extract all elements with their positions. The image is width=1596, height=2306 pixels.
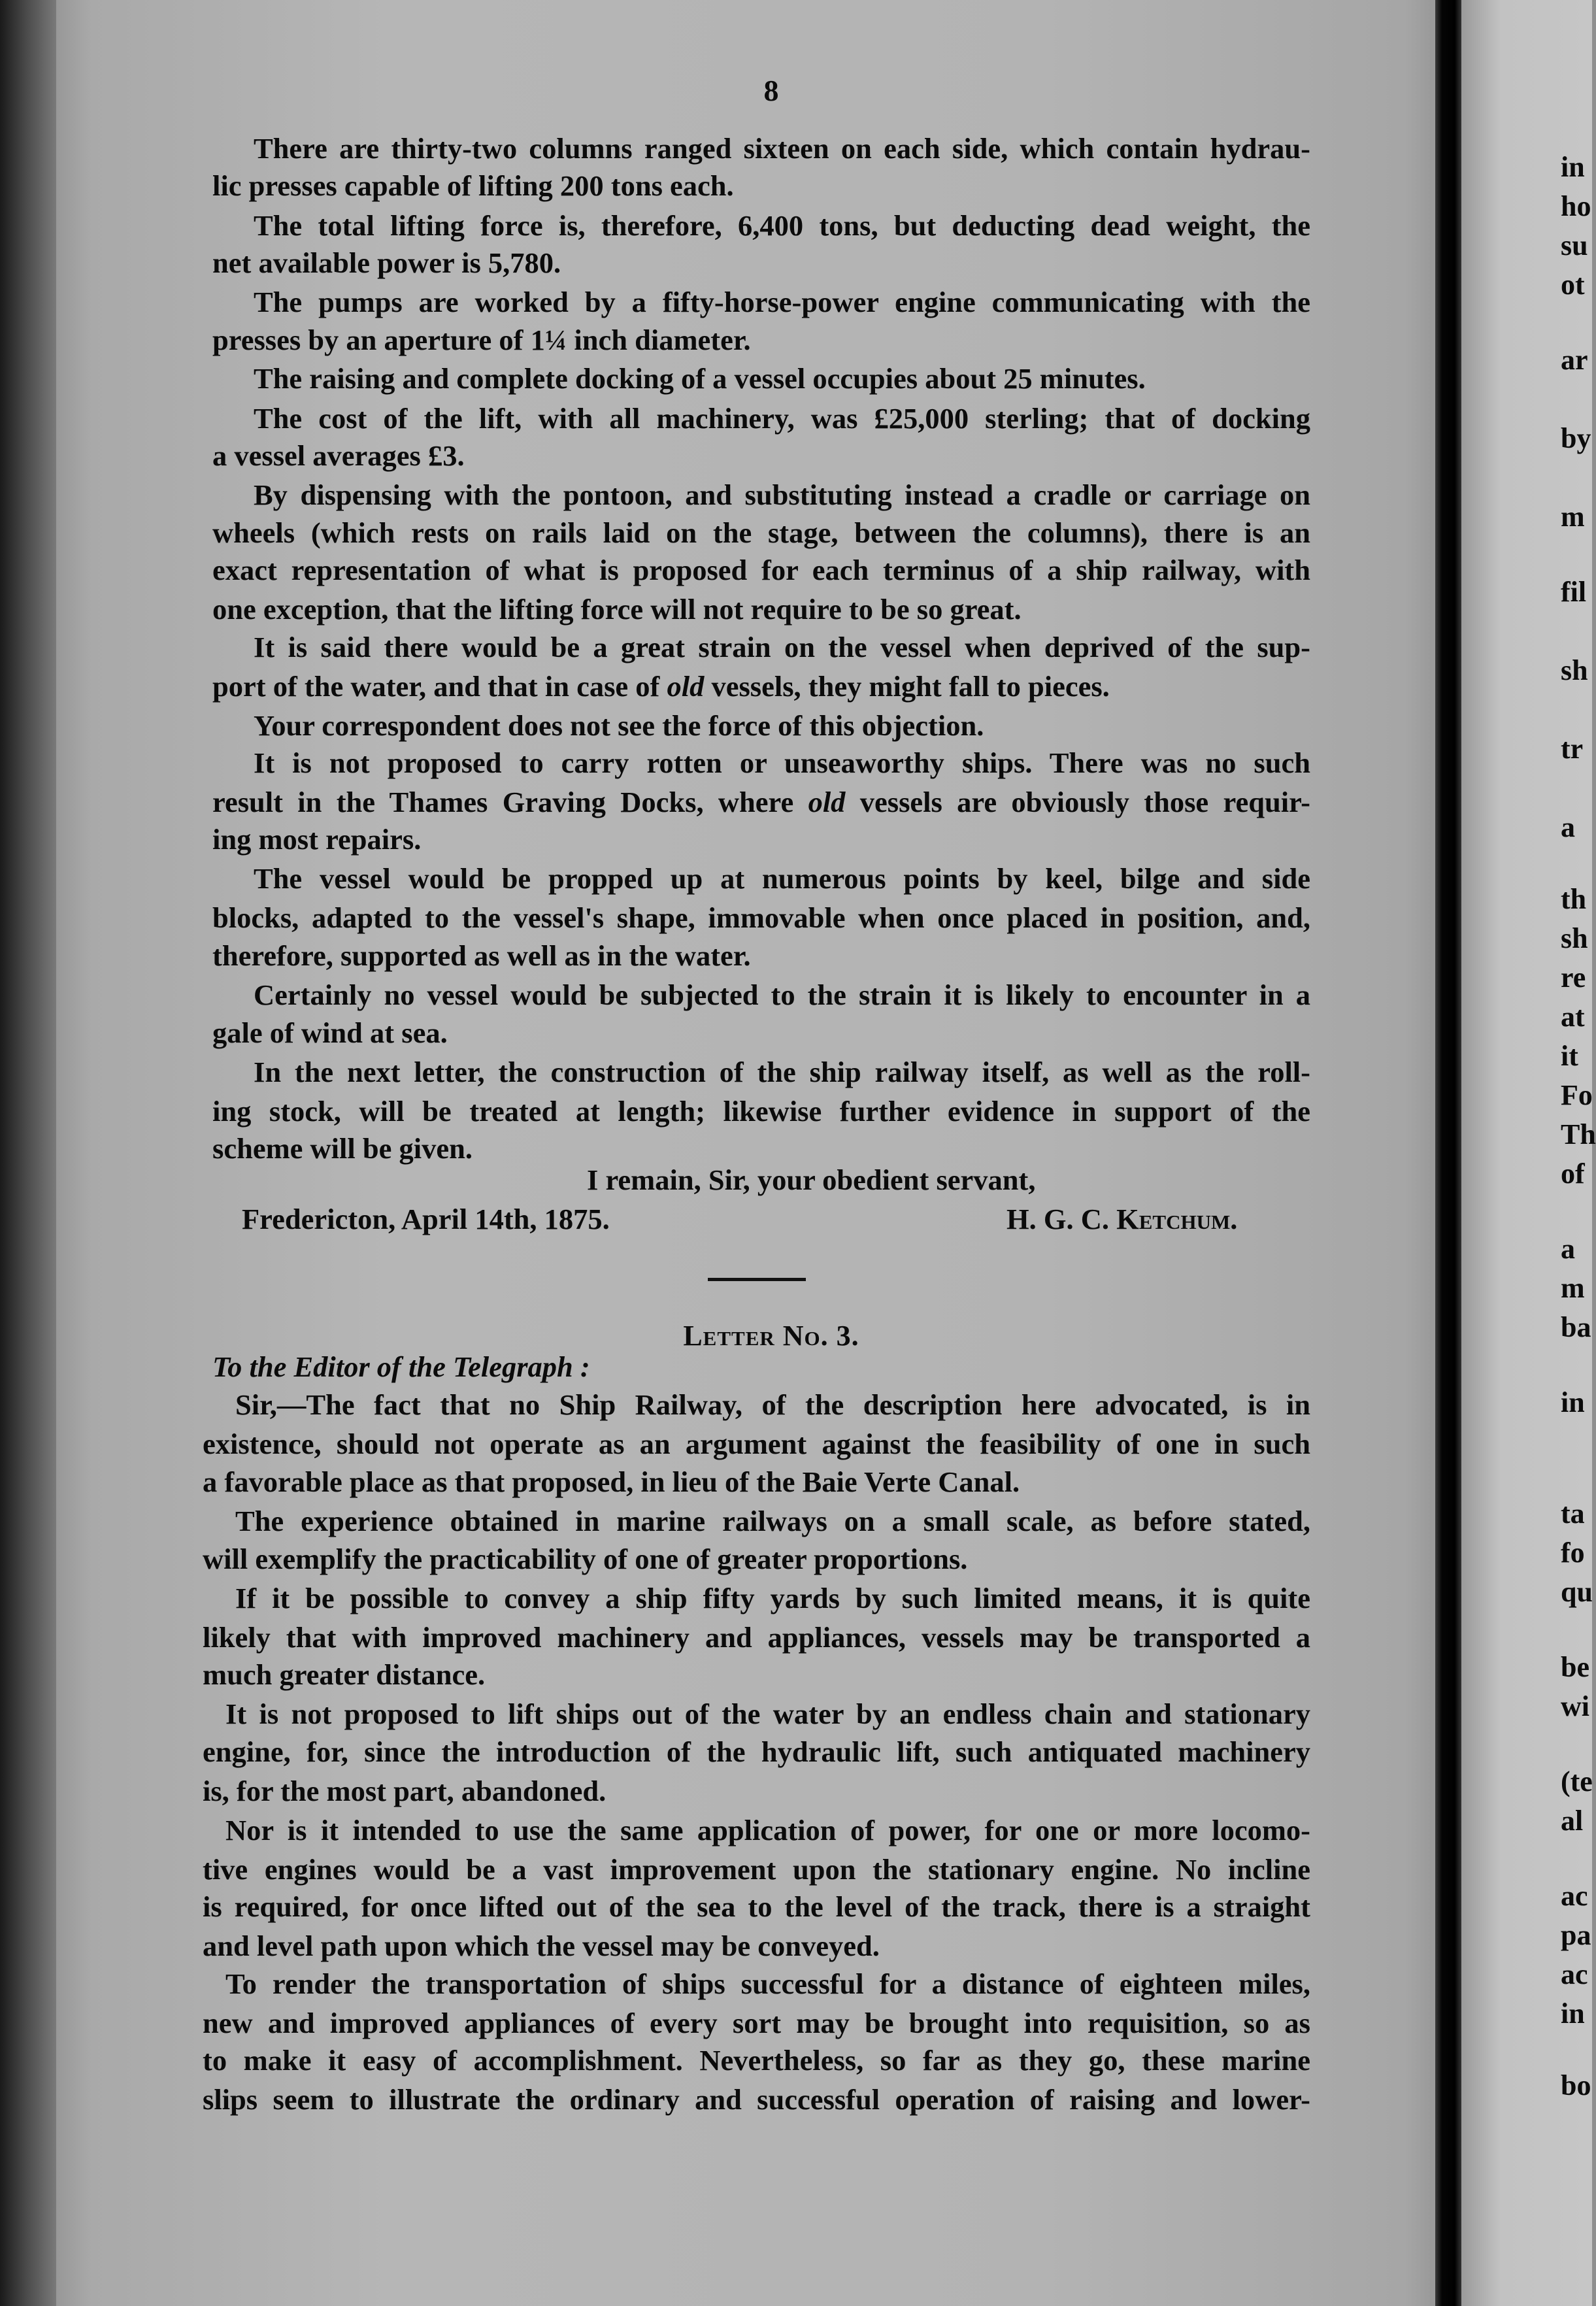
text-line: wheels (which rests on rails laid on the stage, between the columns), there is an: [212, 516, 1310, 549]
next-page-fragment: ho: [1561, 190, 1591, 222]
next-page-fragment: m: [1561, 1272, 1585, 1304]
next-page-fragment: in: [1561, 151, 1585, 183]
text-line: It is said there would be a great strain on the vessel when deprived of the sup-: [254, 631, 1310, 663]
text-line: It is not proposed to lift ships out of the water by an endless chain and stationary: [225, 1697, 1310, 1730]
text-line: scheme will be given.: [212, 1132, 473, 1165]
next-page-fragment: fil: [1561, 576, 1587, 608]
next-page-fragment: of: [1561, 1158, 1585, 1190]
next-page-fragment: ar: [1561, 344, 1588, 376]
next-page-fragment: ac: [1561, 1880, 1588, 1912]
section-divider: [708, 1278, 806, 1281]
salutation: To the Editor of the Telegraph :: [212, 1350, 590, 1383]
text-line: Your correspondent does not see the force of this objection.: [254, 709, 984, 742]
text-line: net available power is 5,780.: [212, 246, 561, 279]
text-line: therefore, supported as well as in the water.: [212, 939, 751, 972]
text-line: blocks, adapted to the vessel's shape, immovable when once placed in position, and,: [212, 901, 1310, 934]
text-line: To render the transportation of ships successful for a distance of eighteen miles,: [225, 1967, 1310, 2000]
signature: H. G. C. Ketchum.: [1006, 1203, 1238, 1235]
text-line: The raising and complete docking of a vessel occupies about 25 minutes.: [254, 362, 1146, 395]
next-page-fragment: re: [1561, 961, 1586, 994]
next-page-fragment: m: [1561, 501, 1585, 533]
next-page-fragment: ba: [1561, 1311, 1591, 1343]
text-line: The vessel would be propped up at numerous points by keel, bilge and side: [254, 862, 1310, 895]
text-line: Nor is it intended to use the same application of power, for one or more locomo-: [225, 1814, 1310, 1846]
next-page-fragment: ot: [1561, 269, 1585, 301]
text-line: gale of wind at sea.: [212, 1016, 448, 1049]
text-line: a favorable place as that proposed, in lieu of the Baie Verte Canal.: [203, 1465, 1020, 1498]
next-page-fragment: Th: [1561, 1118, 1596, 1150]
next-page-fragment: it: [1561, 1040, 1578, 1072]
closing-line: I remain, Sir, your obedient servant,: [587, 1163, 1036, 1196]
text-line: The pumps are worked by a fifty-horse-power engine communicating with the: [254, 286, 1310, 318]
next-page-fragment: pa: [1561, 1919, 1591, 1951]
text-line: will exemplify the practicability of one of greater proportions.: [203, 1543, 968, 1575]
text-line: slips seem to illustrate the ordinary and successful operation of raising and lower-: [203, 2083, 1310, 2116]
text-line: exact representation of what is proposed for each terminus of a ship railway, with: [212, 554, 1310, 586]
text-line: likely that with improved machinery and appliances, vessels may be transported a: [203, 1621, 1310, 1654]
text-line: new and improved appliances of every sort may be brought into requisition, so as: [203, 2007, 1310, 2039]
text-line: and level path upon which the vessel may be conveyed.: [203, 1930, 880, 1962]
next-page-fragment: a: [1561, 811, 1575, 843]
text-line: There are thirty-two columns ranged sixteen on each side, which contain hydrau-: [254, 132, 1310, 165]
next-page-fragment: in: [1561, 1386, 1585, 1418]
book-spine-gutter: [1435, 0, 1461, 2306]
place-date: Fredericton, April 14th, 1875.: [242, 1203, 610, 1235]
next-page-fragment: sh: [1561, 922, 1588, 954]
text-line: port of the water, and that in case of old vessels, they might fall to pieces.: [212, 670, 1110, 703]
text-line: The experience obtained in marine railways on a small scale, as before stated,: [235, 1505, 1310, 1537]
next-page-fragment: at: [1561, 1001, 1585, 1033]
text-line: is required, for once lifted out of the sea to the level of the track, there is a straight: [203, 1890, 1310, 1923]
next-page-fragment: be: [1561, 1651, 1589, 1683]
text-line: lic presses capable of lifting 200 tons each.: [212, 169, 734, 202]
text-line: It is not proposed to carry rotten or unseaworthy ships. There was no such: [254, 746, 1310, 779]
page-left-shadow: [0, 0, 56, 2306]
next-page-fragment: (te: [1561, 1765, 1593, 1797]
text-line: The total lifting force is, therefore, 6,400 tons, but deducting dead weight, the: [254, 209, 1310, 242]
text-line: is, for the most part, abandoned.: [203, 1775, 607, 1807]
next-page-fragment: a: [1561, 1233, 1575, 1265]
next-page-fragment: fo: [1561, 1537, 1585, 1569]
text-line: result in the Thames Graving Docks, where old vessels are obviously those requir-: [212, 786, 1310, 818]
page-number: 8: [763, 74, 779, 107]
text-line: presses by an aperture of 1¼ inch diameter.: [212, 324, 751, 356]
next-page-fragment: ac: [1561, 1958, 1588, 1990]
text-line: existence, should not operate as an argument against the feasibility of one in such: [203, 1428, 1310, 1460]
text-line: By dispensing with the pontoon, and substituting instead a cradle or carriage on: [254, 478, 1310, 511]
text-line: If it be possible to convey a ship fifty yards by such limited means, it is quite: [235, 1582, 1310, 1614]
next-page-fragment: al: [1561, 1805, 1584, 1837]
next-page-fragment: wi: [1561, 1690, 1589, 1722]
text-line: to make it easy of accomplishment. Nevertheless, so far as they go, these marine: [203, 2044, 1310, 2077]
text-line: engine, for, since the introduction of the hydraulic lift, such antiquated machinery: [203, 1735, 1310, 1768]
next-page-fragment: th: [1561, 883, 1587, 915]
text-line: Certainly no vessel would be subjected to the strain it is likely to encounter in a: [254, 978, 1310, 1011]
text-line: a vessel averages £3.: [212, 439, 465, 472]
text-line: ing most repairs.: [212, 823, 422, 856]
letter-3-heading: Letter No. 3.: [683, 1320, 859, 1352]
next-page-fragment: in: [1561, 1997, 1585, 2030]
next-page-fragment: ta: [1561, 1497, 1585, 1529]
text-line: one exception, that the lifting force will not require to be so great.: [212, 593, 1022, 626]
text-line: much greater distance.: [203, 1658, 486, 1691]
next-page-fragment: Fo: [1561, 1079, 1593, 1111]
text-line: In the next letter, the construction of the ship railway itself, as well as the roll-: [254, 1056, 1310, 1088]
text-line: tive engines would be a vast improvement upon the stationary engine. No incline: [203, 1853, 1310, 1886]
next-page-fragment: su: [1561, 229, 1588, 261]
text-line: The cost of the lift, with all machinery, was £25,000 sterling; that of docking: [254, 402, 1310, 435]
next-page-fragment: bo: [1561, 2069, 1591, 2101]
next-page-fragment: sh: [1561, 654, 1588, 686]
text-line: Sir,—The fact that no Ship Railway, of the description here advocated, is in: [235, 1388, 1310, 1421]
next-page-fragment: qu: [1561, 1576, 1593, 1608]
next-page-fragment: tr: [1561, 733, 1584, 765]
next-page-fragment: by: [1561, 422, 1591, 454]
text-line: ing stock, will be treated at length; likewise further evidence in support of the: [212, 1095, 1310, 1128]
